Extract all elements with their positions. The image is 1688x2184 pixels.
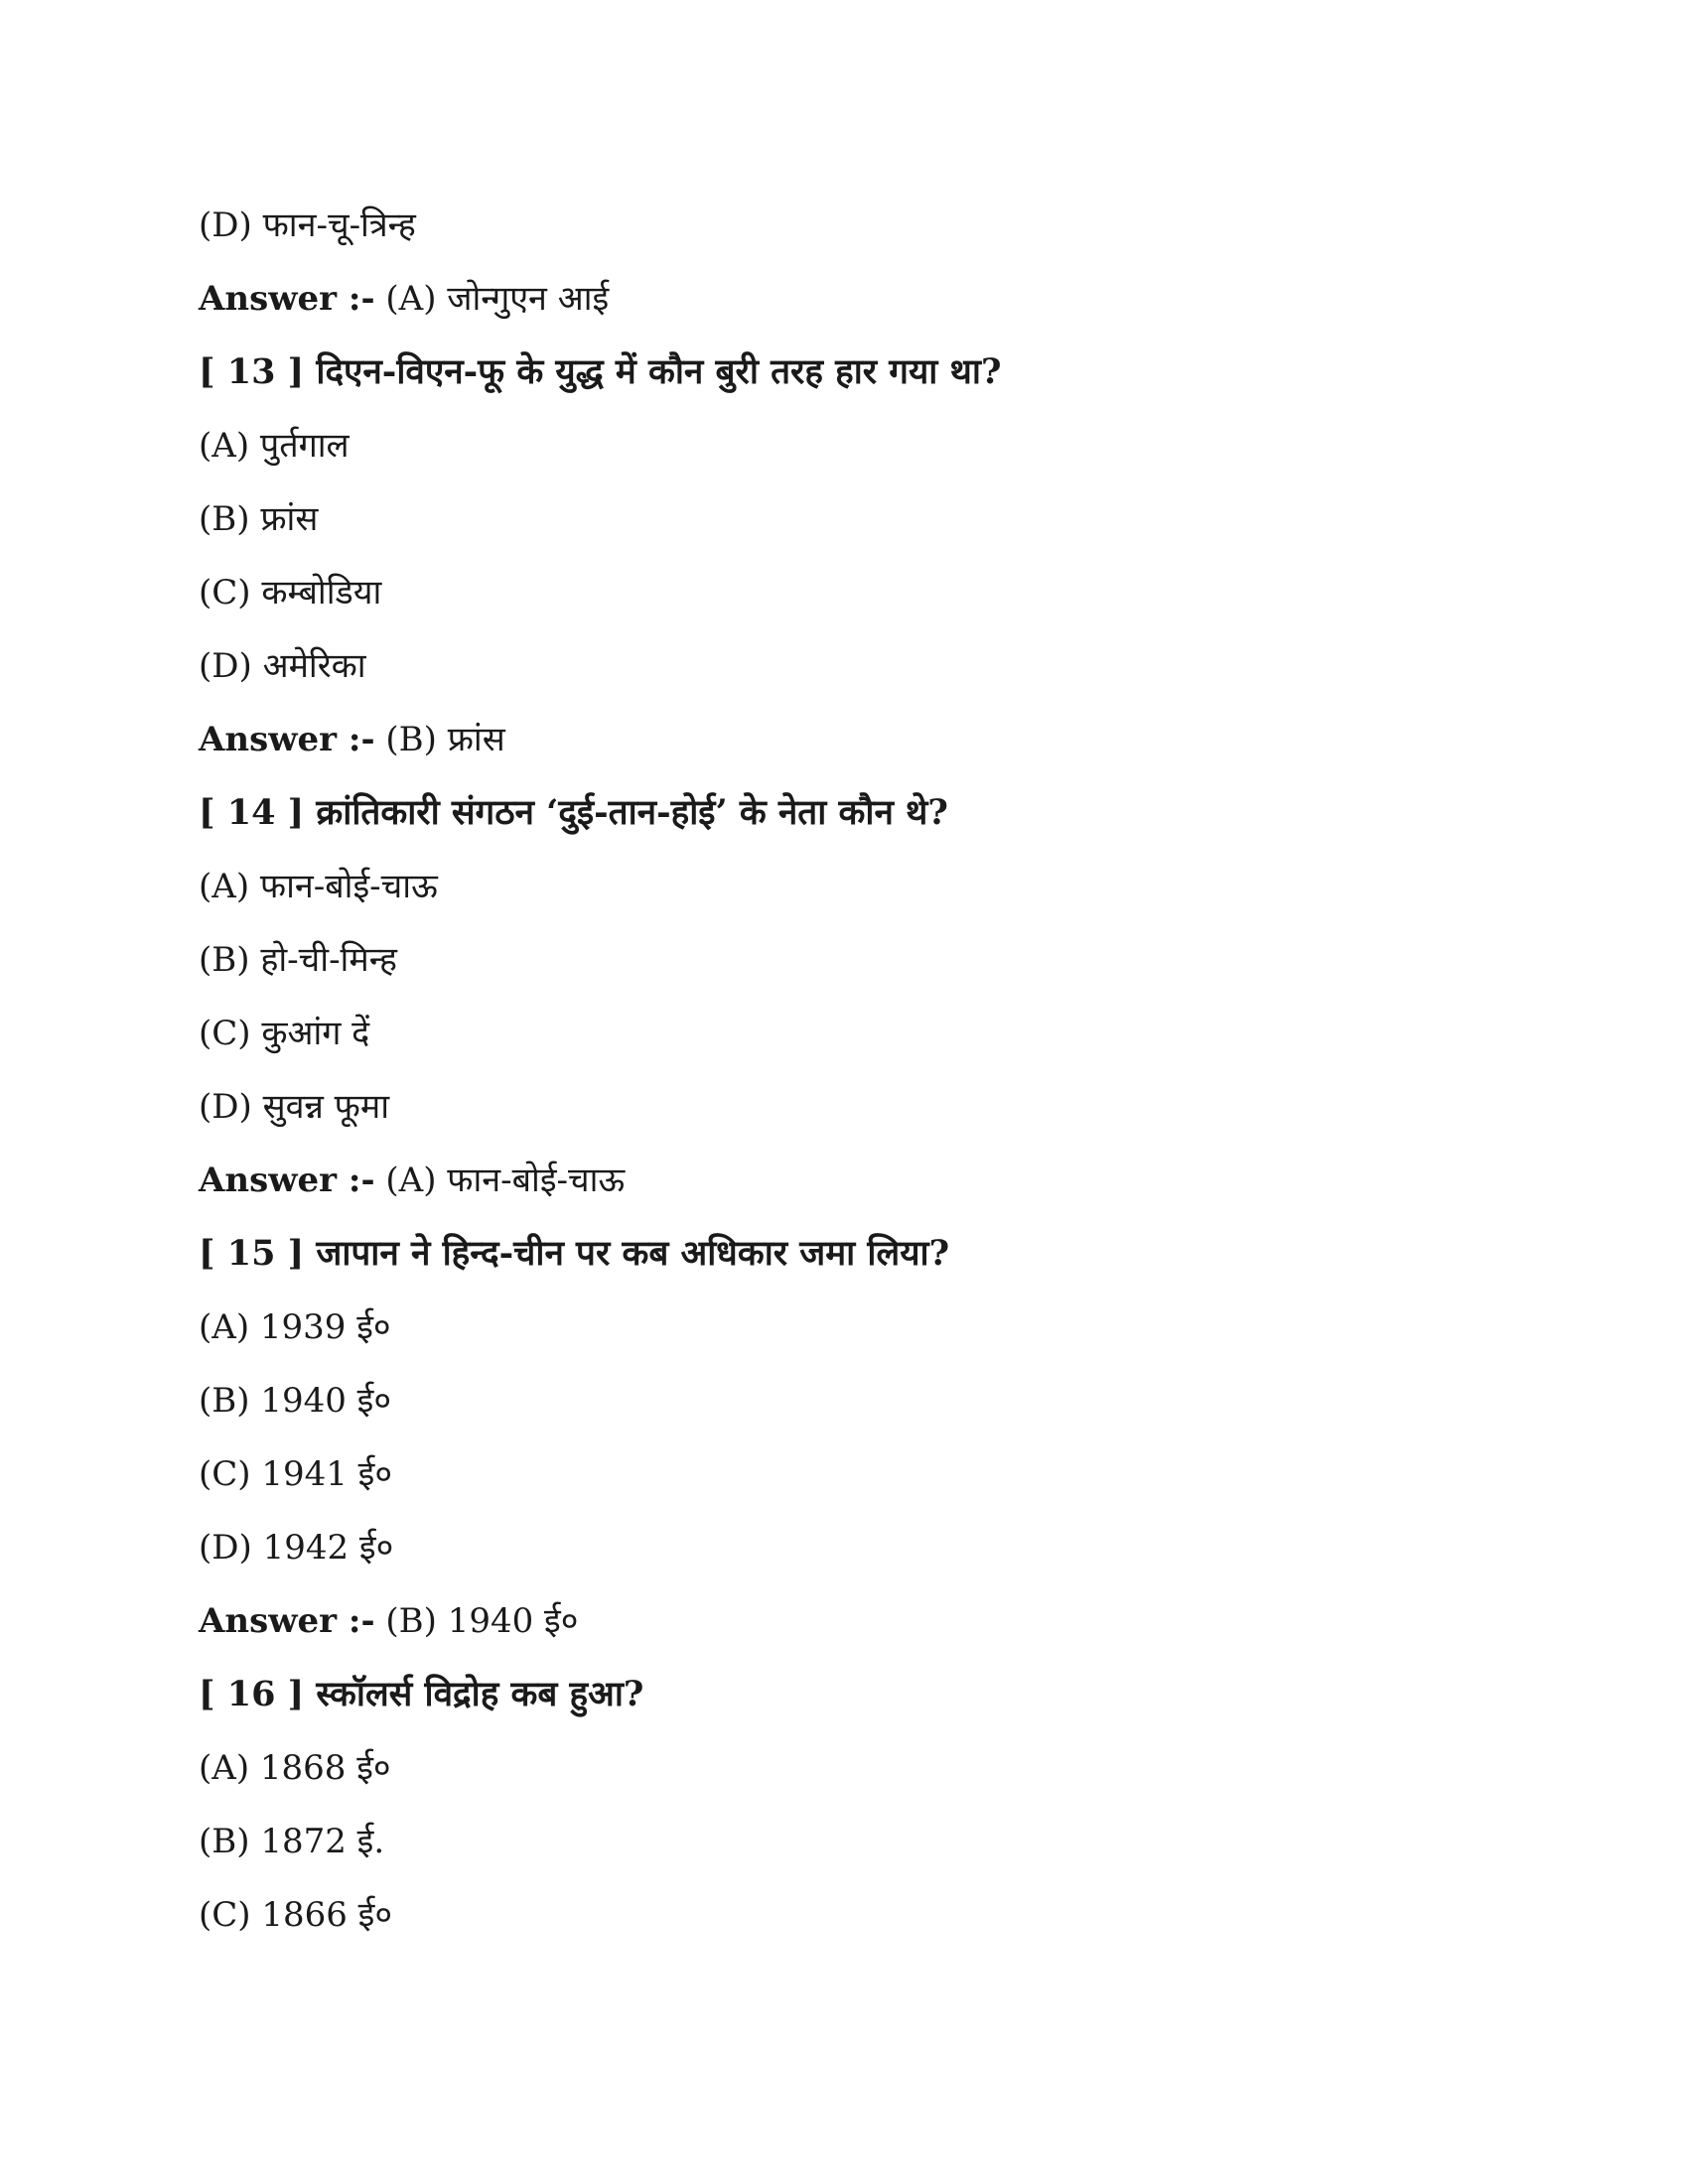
option-line: (A) पुर्तगाल [199, 426, 350, 466]
option-line: (D) फान-चू-त्रिन्ह [199, 205, 416, 245]
answer-line [199, 1144, 1489, 1217]
option-line: (B) हो-ची-मिन्ह [199, 940, 397, 980]
option-line: (D) सुवन्न फूमा [199, 1087, 390, 1127]
option-line: (D) अमेरिका [199, 646, 366, 686]
option-line: (A) 1868 ई० [199, 1748, 391, 1788]
option-line: (C) 1866 ई० [199, 1895, 393, 1935]
answer-text: (A) जोन्गुएन आई [385, 279, 610, 319]
option-line: (C) 1941 ई० [199, 1454, 393, 1494]
question-13: [ 13 ] दिएन-विएन-फू के युद्ध में कौन बुरी तरह हार गया था? [199, 351, 1002, 392]
answer-line [199, 1584, 1489, 1658]
question-15: [ 15 ] जापान ने हिन्द-चीन पर कब अधिकार जमा लिया? [199, 1233, 950, 1274]
answer-text: (B) फ्रांस [385, 720, 505, 759]
answer-label: Answer :- [199, 279, 375, 319]
answer-line [199, 703, 1489, 776]
answer-text: (A) फान-बोई-चाऊ [385, 1160, 626, 1200]
option-line: (C) कम्बोडिया [199, 573, 382, 613]
document-page [199, 189, 1489, 1952]
question-14: [ 14 ] क्रांतिकारी संगठन ‘दुई-तान-होई’ के नेता कौन थे? [199, 792, 948, 833]
option-line: (B) फ्रांस [199, 499, 319, 539]
option-line: (A) 1939 ई० [199, 1307, 391, 1347]
option-line: (D) 1942 ई० [199, 1528, 394, 1568]
option-line: (B) 1872 ई. [199, 1822, 385, 1861]
answer-label: Answer :- [199, 1160, 375, 1200]
option-line: (B) 1940 ई० [199, 1381, 392, 1421]
question-16: [ 16 ] स्कॉलर्स विद्रोह कब हुआ? [199, 1674, 644, 1714]
answer-label: Answer :- [199, 1601, 375, 1641]
option-line: (A) फान-बोई-चाऊ [199, 867, 438, 906]
answer-label: Answer :- [199, 720, 375, 759]
answer-text: (B) 1940 ई० [385, 1601, 579, 1641]
option-line: (C) कुआंग दें [199, 1014, 370, 1053]
answer-line [199, 262, 1489, 336]
